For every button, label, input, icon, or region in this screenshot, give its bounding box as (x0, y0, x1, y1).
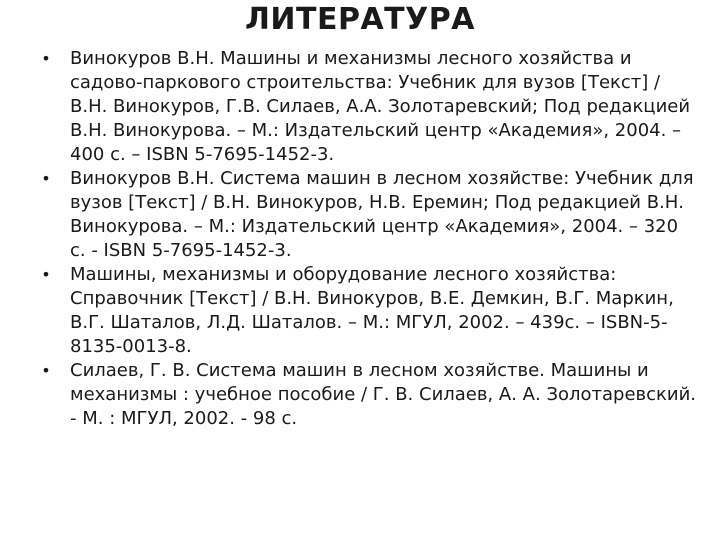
reference-item (38, 47, 698, 167)
bullet-icon: • (41, 361, 51, 380)
reference-text: Силаев, Г. В. Система машин в лесном хозяйстве. Машины и механизмы : учебное пособие / Г. В. Силаев, А. А. Золотаревский. - М. : МГУЛ, 2002. - 98 с. (70, 360, 697, 429)
reference-text: Машины, механизмы и оборудование лесного хозяйства: Справочник [Текст] / В.Н. Винокуров, В.Е. Демкин, В.Г. Маркин, В.Г. Шаталов, Л.Д. Шаталов. – М.: МГУЛ, 2002. – 439с. – ISBN-5-8135-0013-8. (70, 264, 674, 357)
reference-text: Винокуров В.Н. Машины и механизмы лесного хозяйства и садово-паркового строительства: Учебник для вузов [Текст] / В.Н. Винокуров, Г.В. Силаев, А.А. Золотаревский; Под редакцией В.Н. Винокурова. – М.: Издательский центр «Академия», 2004. – 400 с. – ISBN 5-7695-1452-3. (70, 48, 691, 165)
bullet-icon: • (41, 265, 51, 284)
reference-list (38, 47, 698, 431)
slide-title: ЛИТЕРАТУРА (245, 2, 475, 37)
bullet-icon: • (41, 169, 51, 188)
reference-text: Винокуров В.Н. Система машин в лесном хозяйстве: Учебник для вузов [Текст] / В.Н. Винокуров, Н.В. Еремин; Под редакцией В.Н. Винокурова. – М.: Издательский центр «Академия», 2004. – 320 с. - ISBN 5-7695-1452-3. (70, 168, 694, 261)
reference-item (38, 359, 698, 431)
reference-item (38, 167, 698, 263)
bullet-icon: • (41, 49, 51, 68)
reference-item (38, 263, 698, 359)
